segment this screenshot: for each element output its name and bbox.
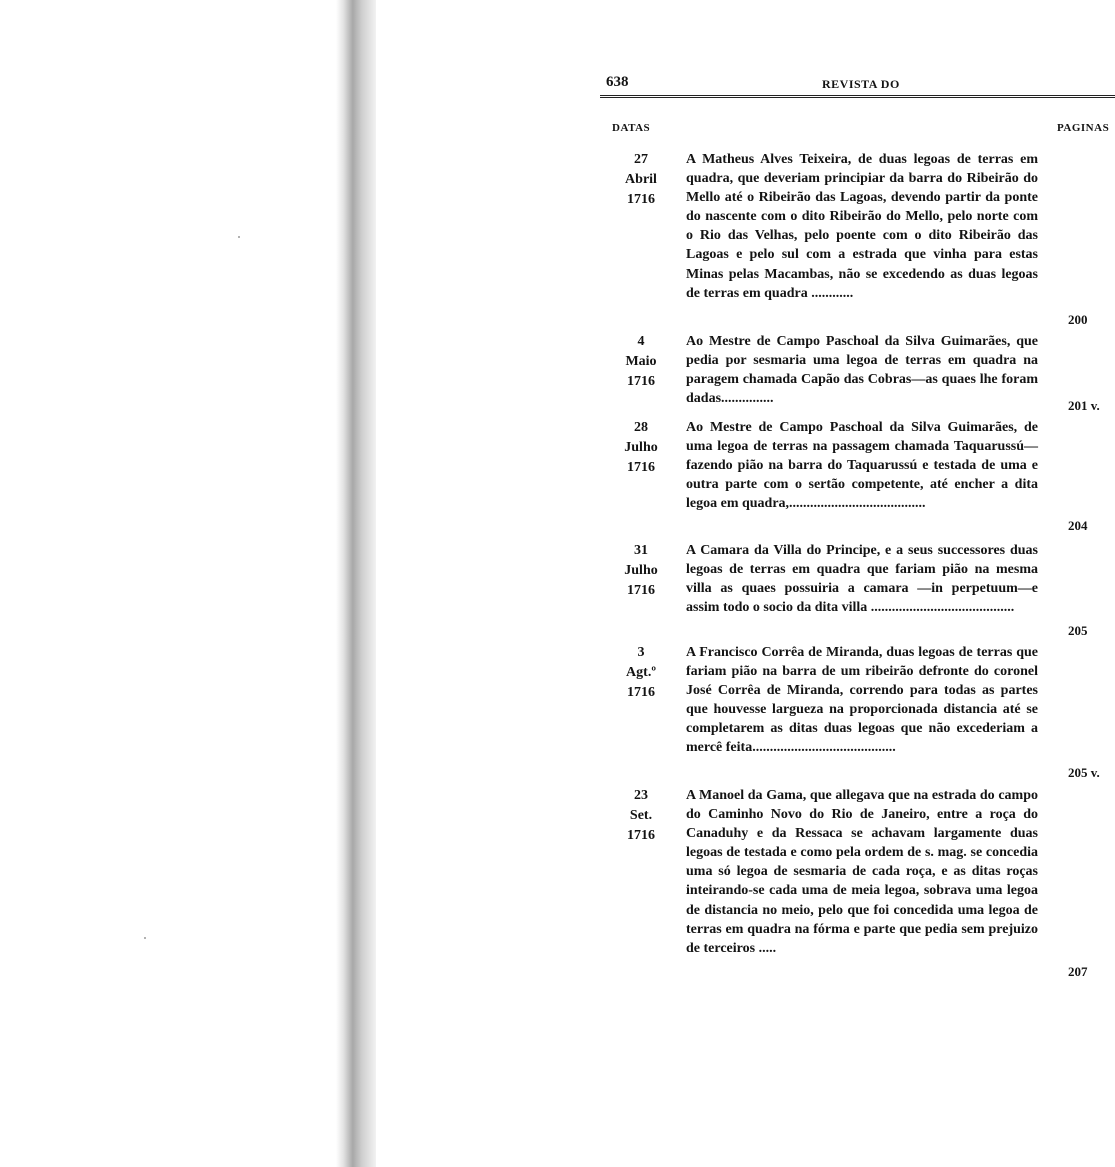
entry-day: 23 bbox=[634, 788, 648, 803]
pages-column-heading: PAGINAS bbox=[1057, 122, 1110, 134]
entry-text: A Camara da Villa do Principe, e a seus successores duas legoas de terras em quadra que fariam pião na mesma villa as quaes possuiria a camara —in perpetuum—e assim todo o socio da dita villa ......................................... bbox=[686, 543, 1038, 616]
entry-year: 1716 bbox=[627, 583, 655, 598]
entry-month: Agt.º bbox=[626, 665, 656, 680]
entry-day: 3 bbox=[637, 645, 645, 660]
entry-page-ref: 205 v. bbox=[1068, 765, 1100, 780]
entry-month: Set. bbox=[629, 808, 653, 823]
entry-day: 27 bbox=[634, 152, 648, 167]
page-number: 638 bbox=[606, 74, 629, 90]
page-header bbox=[600, 68, 1115, 102]
header-rule bbox=[600, 95, 1115, 98]
entry-page-ref: 207 bbox=[1068, 964, 1088, 979]
entry-text: A Matheus Alves Teixeira, de duas legoas de terras em quadra, que deveriam principiar da barra do Ribeirão do Mello até o Ribeirão das Lagoas, devendo partir da ponte do nascente com o dito Ribeirão do Mello, pelo norte com o Rio das Velhas, pelo poente com o dito Ribeirão das Lagoas e pelo sul com a estrada que vinha para estas Minas pelas Macambas, não se excedendo as duas legoas de terras em quadra ............ bbox=[686, 152, 1038, 301]
book-gutter-shadow bbox=[336, 0, 376, 1167]
entry-year: 1716 bbox=[627, 460, 655, 475]
entry-day: 4 bbox=[637, 334, 645, 349]
entry-text: Ao Mestre de Campo Paschoal da Silva Guimarães, de uma legoa de terras na passagem chamada Taquarussú—fazendo pião na barra do Taquarussú e testada de uma e outra parte com o sertão competente, até encher a dita legoa em quadra,....................................... bbox=[686, 420, 1038, 512]
entry-day: 31 bbox=[634, 543, 648, 558]
entry-page-ref: 200 bbox=[1068, 312, 1088, 327]
entry-month: Julho bbox=[624, 563, 658, 578]
entry-year: 1716 bbox=[627, 192, 655, 207]
paper-speck bbox=[144, 937, 146, 939]
running-title: REVISTA DO bbox=[822, 77, 900, 91]
paper-speck bbox=[238, 236, 240, 238]
dates-column-heading: DATAS bbox=[612, 122, 651, 134]
entry-page-ref: 205 bbox=[1068, 623, 1088, 638]
entry-month: Abril bbox=[625, 172, 657, 187]
entry-text: A Manoel da Gama, que allegava que na estrada do campo do Caminho Novo do Rio de Janeiro, entre a roça do Canaduhy e da Ressaca se achavam largamente duas legoas de testada e como pela ordem de s. mag. se concedia uma só legoa de sesmaria de cada roça, e as ditas roças inteirando-se cada uma de meia legoa, sobrava uma legoa de distancia no meio, pelo que foi concedida uma legoa de terras em quadra na fórma e parte que pedia sem prejuizo de terceiros ..... bbox=[686, 788, 1038, 956]
entry-text: A Francisco Corrêa de Miranda, duas legoas de terras que fariam pião na barra de um ribeirão defronte do coronel José Corrêa de Miranda, correndo para todas as partes que houvesse largueza na proporcionada distancia até se completarem as ditas duas legoas que não excederiam a mercê feita......................................... bbox=[686, 645, 1038, 756]
entry-text: Ao Mestre de Campo Paschoal da Silva Guimarães, que pedia por sesmaria uma legoa de terras em quadra na paragem chamada Capão das Cobras—as quaes lhe foram dadas............... bbox=[686, 334, 1038, 407]
entry-month: Julho bbox=[624, 440, 658, 455]
entry-month: Maio bbox=[625, 354, 657, 369]
entry-page-ref: 201 v. bbox=[1068, 398, 1100, 413]
entry-page-ref: 204 bbox=[1068, 518, 1088, 533]
entry-year: 1716 bbox=[627, 685, 655, 700]
entry-year: 1716 bbox=[627, 374, 655, 389]
entry-day: 28 bbox=[634, 420, 648, 435]
entry-year: 1716 bbox=[627, 828, 655, 843]
